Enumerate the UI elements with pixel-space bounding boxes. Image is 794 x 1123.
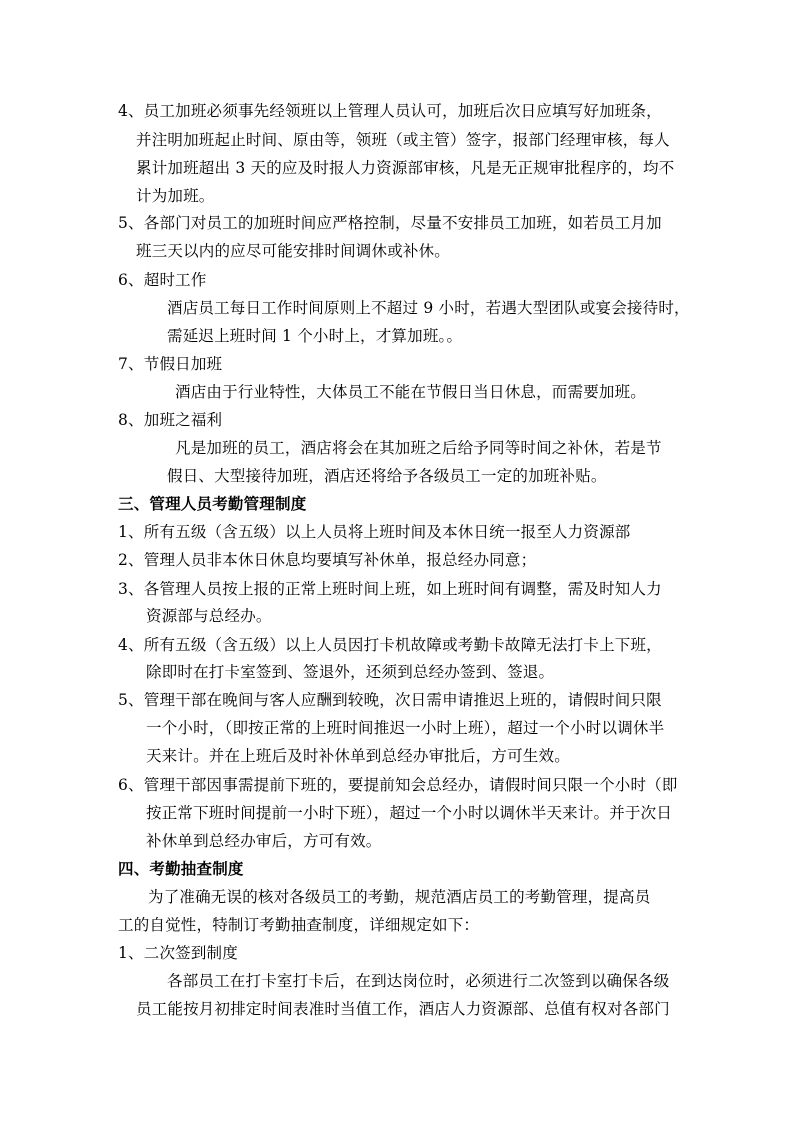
section-3-item-6-line-2: 按正常下班时间提前一小时下班），超过一个小时以调休半天来计。并于次日 [146,804,673,822]
item-7-body: 酒店由于行业特性，大体员工不能在节假日当日休息，而需要加班。 [175,383,647,401]
item-6-heading: 6、超时工作 [118,271,207,289]
section-3-item-4-line-1: 4、所有五级（含五级）以上人员因打卡机故障或考勤卡故障无法打卡上下班， [118,636,662,654]
section-3-item-5-line-3: 天来计。并在上班后及时补休单到总经办审批后，方可生效。 [146,747,570,765]
section-3-heading: 三、管理人员考勤管理制度 [118,495,307,513]
item-6-body-line-1: 酒店员工每日工作时间原则上不超过 9 小时，若遇大型团队或宴会接待时， [167,299,690,317]
item-4-line-1: 4、员工加班必须事先经领班以上管理人员认可，加班后次日应填写好加班条， [118,102,662,120]
section-3-item-5-line-2: 一个小时，（即按正常的上班时间推迟一小时上班），超过一个小时以调休半 [146,719,665,737]
item-6-body-line-2: 需延迟上班时间 1 个小时上，才算加班。。 [167,327,463,345]
section-3-item-1: 1、所有五级（含五级）以上人员将上班时间及本休日统一报至人力资源部 [118,523,631,541]
section-4-item-1-heading: 1、二次签到制度 [118,944,238,962]
item-4-line-4: 计为加班。 [136,187,215,205]
section-3-item-2: 2、管理人员非本休日休息均要填写补休单，报总经办同意； [118,551,537,569]
section-4-item-1-body-line-2: 员工能按月初排定时间表准时当值工作，酒店人力资源部、总值有权对各部门 [136,1000,670,1018]
item-7-heading: 7、节假日加班 [118,355,223,373]
item-8-body-line-2: 假日、大型接待加班，酒店还将给予各级员工一定的加班补贴。 [167,467,607,485]
item-4-line-3: 累计加班超出 3 天的应及时报人力资源部审核，凡是无正规审批程序的，均不 [136,159,675,177]
item-8-body-line-1: 凡是加班的员工，酒店将会在其加班之后给予同等时间之补休，若是节 [175,439,662,457]
section-3-item-5-line-1: 5、管理干部在晚间与客人应酬到较晚，次日需申请推迟上班的，请假时间只限 [118,691,662,709]
item-8-heading: 8、加班之福利 [118,411,223,429]
section-4-intro-line-2: 工的自觉性，特制订考勤抽查制度，详细规定如下： [118,916,480,934]
section-3-item-4-line-2: 除即时在打卡室签到、签退外，还须到总经办签到、签退。 [146,663,555,681]
section-3-item-3-line-2: 资源部与总经办。 [146,607,272,625]
item-4-line-2: 并注明加班起止时间、原由等，领班（或主管）签字，报部门经理审核，每人 [136,131,670,149]
section-3-item-6-line-3: 补休单到总经办审后，方可有效。 [146,832,382,850]
item-5-line-2: 班三天以内的应尽可能安排时间调休或补休。 [136,242,451,260]
section-3-item-3-line-1: 3、各管理人员按上报的正常上班时间上班，如上班时间有调整，需及时知人力 [118,580,662,598]
section-4-intro-line-1: 为了准确无误的核对各级员工的考勤，规范酒店员工的考勤管理，提高员 [148,888,651,906]
item-5-line-1: 5、各部门对员工的加班时间应严格控制，尽量不安排员工加班，如若员工月加 [118,214,662,232]
section-4-item-1-body-line-1: 各部员工在打卡室打卡后，在到达岗位时，必须进行二次签到以确保各级 [167,972,670,990]
section-3-item-6-line-1: 6、管理干部因事需提前下班的，要提前知会总经办，请假时间只限一个小时（即 [118,776,678,794]
section-4-heading: 四、考勤抽查制度 [118,860,244,878]
